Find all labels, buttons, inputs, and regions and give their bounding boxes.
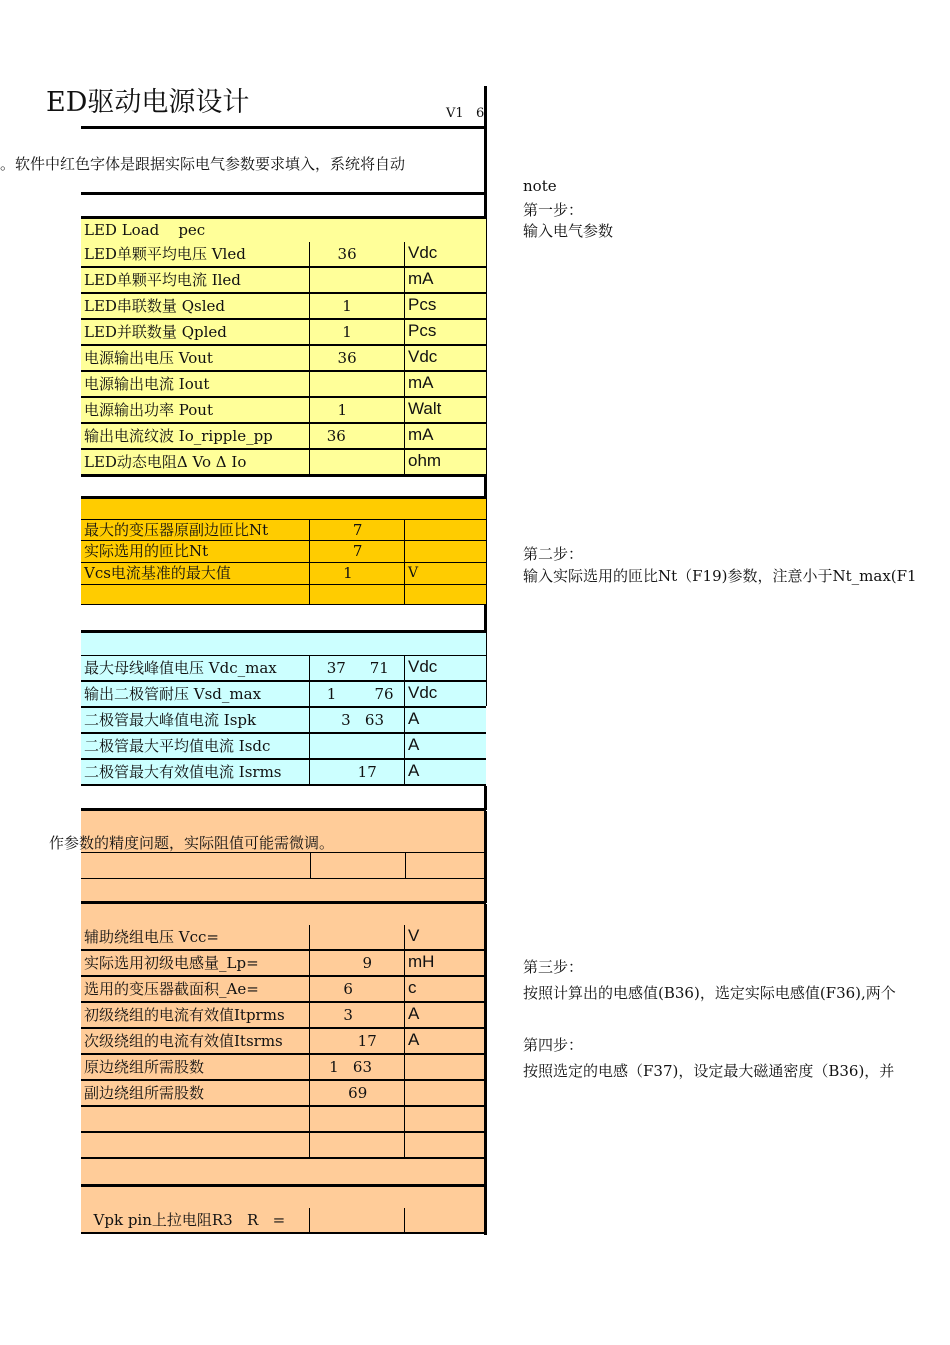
table-row	[81, 346, 486, 372]
row-value[interactable]	[310, 734, 405, 758]
table-row	[81, 372, 486, 398]
section1-header-label: LED Load pec	[84, 221, 206, 239]
row-unit: mA	[408, 373, 434, 392]
row-unit: Vdc	[408, 657, 438, 676]
section3-right-border	[484, 786, 487, 810]
step3-text: 按照计算出的电感值(B36)，选定实际电感值(F36),两个	[523, 984, 896, 1002]
step1-text: 输入电气参数	[523, 222, 614, 240]
row-unit: A	[408, 761, 420, 780]
row-unit	[405, 520, 486, 540]
row-label	[81, 1107, 310, 1131]
table-row	[81, 1003, 486, 1029]
row-label: 原边绕组所需股数	[81, 1055, 310, 1079]
row-unit: ohm	[408, 451, 442, 470]
table-row	[81, 1133, 486, 1159]
step4-text: 按照选定的电感（F37)，设定最大磁通密度（B36)，并	[523, 1062, 895, 1080]
section5-header	[81, 904, 486, 926]
row-label: 电源输出功率 Pout	[81, 398, 310, 422]
title-underline	[81, 126, 486, 129]
table-row	[81, 708, 486, 734]
row-unit: V	[408, 565, 419, 581]
row-value[interactable]: 1	[310, 320, 405, 344]
row-value[interactable]: 36	[310, 424, 405, 448]
intro-underline	[81, 192, 486, 195]
table-row	[81, 450, 486, 476]
table-row	[81, 519, 486, 541]
row-value[interactable]: 1 63	[310, 1055, 405, 1079]
table-row	[81, 424, 486, 450]
row-value[interactable]: 3 63	[310, 708, 405, 732]
row-value[interactable]	[310, 1208, 405, 1232]
row-value[interactable]: 36	[310, 242, 405, 266]
table-row	[81, 1107, 486, 1133]
row-label: 最大母线峰值电压 Vdc_max	[81, 656, 310, 680]
row-value[interactable]: 1	[310, 294, 405, 318]
table-row	[81, 925, 486, 951]
table-row	[81, 320, 486, 346]
row-value[interactable]: 7	[310, 520, 405, 540]
row-value[interactable]: 17	[310, 1029, 405, 1053]
table-row	[81, 656, 486, 682]
row-label: 选用的变压器截面积_Ae=	[81, 977, 310, 1001]
row-unit	[405, 585, 486, 604]
row-unit	[405, 1133, 486, 1157]
version-label: V1 6	[446, 106, 485, 121]
row-value[interactable]	[310, 450, 405, 474]
row-unit: mH	[408, 952, 435, 971]
note-header: note	[523, 177, 557, 195]
row-unit: Pcs	[408, 295, 437, 314]
section1-bottom-border	[81, 474, 486, 477]
row-unit: Vdc	[408, 683, 438, 702]
sheet-title: ED驱动电源设计	[46, 87, 250, 118]
table-row	[81, 242, 486, 268]
row-label: LED并联数量 Qpled	[81, 320, 310, 344]
intro-text: 。软件中红色字体是跟据实际电气参数要求填入，系统将自动	[0, 155, 406, 173]
row-value[interactable]	[310, 1133, 405, 1157]
step1-title: 第一步：	[523, 201, 584, 219]
row-label	[81, 1133, 310, 1157]
row-label: LED串联数量 Qsled	[81, 294, 310, 318]
row-value[interactable]: 1	[310, 398, 405, 422]
row-value[interactable]	[310, 1107, 405, 1131]
row-label: 二极管最大平均值电流 Isdc	[81, 734, 310, 758]
row-unit: mA	[408, 269, 434, 288]
row-unit: Walt	[408, 399, 442, 418]
row-unit: A	[408, 735, 420, 754]
step3-title: 第三步：	[523, 958, 584, 976]
row-label: 副边绕组所需股数	[81, 1081, 310, 1105]
row-value[interactable]: 36	[310, 346, 405, 370]
table-row	[81, 977, 486, 1003]
row-value[interactable]	[310, 585, 405, 604]
table-row	[81, 734, 486, 760]
step4-title: 第四步：	[523, 1036, 584, 1054]
row-value[interactable]: 1	[310, 563, 405, 584]
section3-header	[81, 633, 486, 656]
row-unit: A	[408, 1030, 420, 1049]
table-row	[81, 268, 486, 294]
section5-right-border	[484, 904, 487, 1187]
table-row	[81, 682, 486, 708]
row-unit: V	[408, 926, 420, 945]
table-row	[81, 951, 486, 977]
section4-right-border	[484, 811, 487, 903]
row-value[interactable]: 17	[310, 760, 405, 784]
section2-header	[81, 499, 486, 519]
row-value[interactable]	[310, 925, 405, 949]
table-row	[81, 1208, 486, 1234]
table-row	[81, 1055, 486, 1081]
row-label: 实际选用的匝比Nt	[81, 541, 310, 562]
row-label: 初级绕组的电流有效值Itprms	[81, 1003, 310, 1027]
row-unit: A	[408, 1004, 420, 1023]
table-row	[81, 541, 486, 563]
row-value[interactable]	[310, 268, 405, 292]
row-label: 最大的变压器原副边匝比Nt	[81, 520, 310, 540]
section5-footer	[81, 1159, 486, 1185]
section4-col-divider	[310, 852, 311, 878]
section4-grid-line	[81, 878, 486, 879]
row-value[interactable]: 3	[310, 1003, 405, 1027]
table-row	[81, 294, 486, 320]
step2-title: 第二步：	[523, 545, 584, 563]
step2-text: 输入实际选用的匝比Nt（F19)参数，注意小于Nt_max(F1	[523, 567, 917, 585]
row-label: 二极管最大峰值电流 Ispk	[81, 708, 310, 732]
row-value[interactable]: 37 71	[310, 656, 405, 680]
table-row	[81, 398, 486, 424]
section1-header	[81, 216, 486, 242]
row-value[interactable]: 7	[310, 541, 405, 562]
row-label: LED动态电阻Δ Vo Δ Io	[81, 450, 310, 474]
row-label: LED单颗平均电压 Vled	[81, 242, 310, 266]
table-row	[81, 585, 486, 605]
section6-right-border	[484, 1187, 487, 1235]
row-value[interactable]	[310, 372, 405, 396]
row-label: LED单颗平均电流 Iled	[81, 268, 310, 292]
table-row	[81, 760, 486, 786]
section4-block	[81, 811, 486, 901]
row-unit	[405, 1208, 486, 1232]
section4-col-divider	[405, 852, 406, 878]
section4-note: 作参数的精度问题，实际阻值可能需微调。	[49, 834, 335, 852]
row-unit: Pcs	[408, 321, 437, 340]
row-label: 实际选用初级电感量_Lp=	[81, 951, 310, 975]
row-unit	[405, 1081, 486, 1105]
row-label: 辅助绕组电压 Vcc=	[81, 925, 310, 949]
row-value[interactable]: 6	[310, 977, 405, 1001]
table-row	[81, 563, 486, 585]
row-unit	[405, 541, 486, 562]
row-unit: c	[408, 978, 417, 997]
row-label: 电源输出电流 Iout	[81, 372, 310, 396]
row-unit: mA	[408, 425, 434, 444]
table-row	[81, 1081, 486, 1107]
row-label: 输出二极管耐压 Vsd_max	[81, 682, 310, 706]
row-unit: Vdc	[408, 347, 438, 366]
row-label	[81, 585, 310, 604]
row-unit	[405, 1055, 486, 1079]
row-label: 次级绕组的电流有效值Itsrms	[81, 1029, 310, 1053]
row-label: 输出电流纹波 Io_ripple_pp	[81, 424, 310, 448]
row-unit	[405, 1107, 486, 1131]
table-row	[81, 1029, 486, 1055]
row-value[interactable]: 69	[310, 1081, 405, 1105]
row-value[interactable]: 9	[310, 951, 405, 975]
row-label: 电源输出电压 Vout	[81, 346, 310, 370]
row-value[interactable]: 1 76	[310, 682, 405, 706]
section6-header	[81, 1187, 486, 1209]
row-unit: A	[408, 709, 420, 728]
row-unit: Vdc	[408, 243, 438, 262]
row-label: Vcs电流基准的最大值	[81, 563, 310, 584]
row-label: Vpk pin上拉电阻R3 R =	[81, 1208, 310, 1232]
row-label: 二极管最大有效值电流 Isrms	[81, 760, 310, 784]
